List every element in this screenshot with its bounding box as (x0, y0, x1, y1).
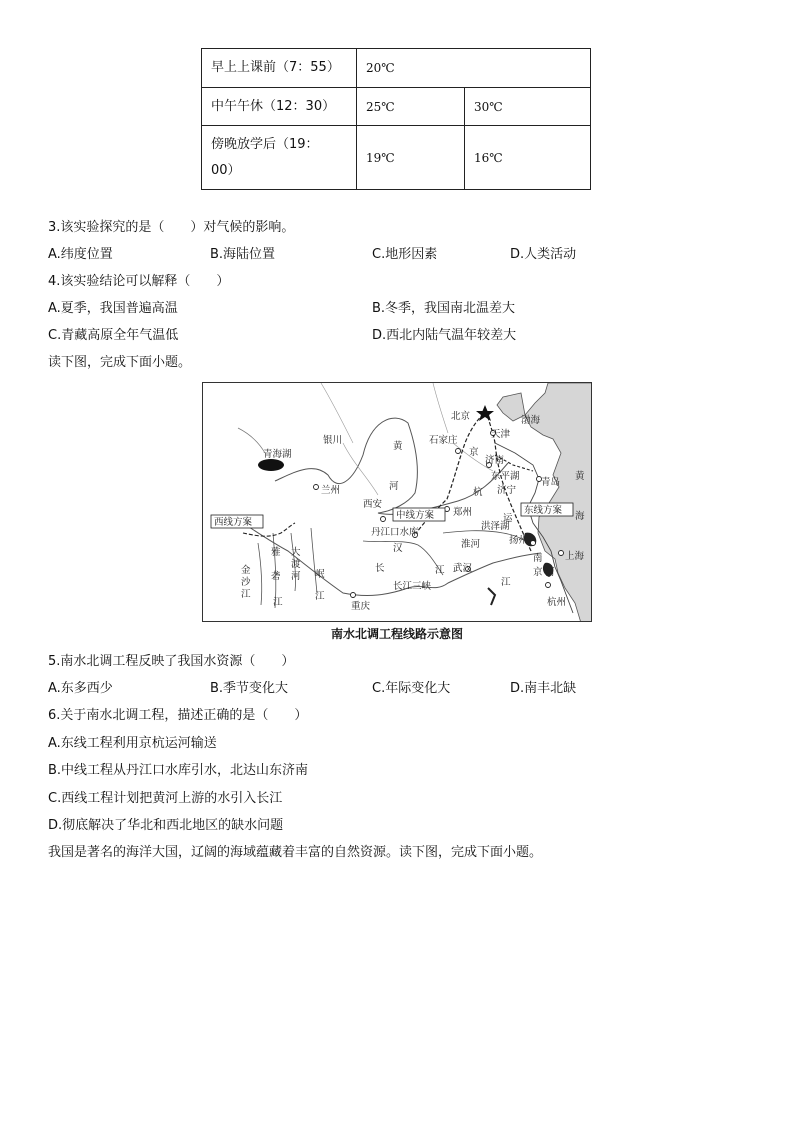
yangzhou-dot (531, 541, 536, 546)
poyang-lake (488, 588, 495, 605)
map-label: 江 (315, 591, 325, 602)
shanghai-dot (559, 551, 564, 556)
map-label: 丹江口水库 (371, 527, 419, 538)
map-label: 郑州 (453, 507, 473, 518)
map-label: 砻 (271, 571, 281, 582)
map-label: 京 (533, 567, 543, 578)
map-label: 青海湖 (263, 449, 292, 460)
q4-option-b: B.冬季，我国南北温差大 (372, 301, 516, 316)
table-cell: 19℃ (357, 126, 465, 190)
map-label: 岷 (315, 569, 325, 580)
map-caption: 南水北调工程线路示意图 (330, 627, 463, 641)
table-cell (202, 126, 357, 190)
q3-option-d: D.人类活动 (510, 247, 577, 262)
map-label: 银川 (323, 435, 343, 446)
map-label: 长 (375, 563, 385, 574)
q5-option-b: B.季节变化大 (210, 681, 289, 696)
map-label: 西线方案 (214, 517, 253, 528)
table-row (202, 49, 591, 88)
map-label: 渤海 (521, 415, 541, 426)
inland-river (238, 428, 265, 453)
q4-option-d: D.西北内陆气温年较差大 (372, 328, 517, 343)
q6-option-c: C.西线工程计划把黄河上游的水引入长江 (48, 791, 283, 806)
jinsha-river (258, 543, 262, 605)
map-label: 重庆 (351, 601, 371, 612)
map-svg (203, 383, 592, 622)
map-label: 西安 (363, 499, 383, 510)
map-label: 海 (575, 511, 585, 522)
table-row (202, 88, 591, 126)
map-label: 扬州 (509, 535, 529, 546)
question-6-stem: 6.关于南水北调工程，描述正确的是（ ） (48, 708, 308, 723)
map-label: 洪泽湖 (481, 521, 510, 532)
map-label: 雅 (271, 547, 281, 558)
map-label: 大 (291, 547, 301, 558)
map-label: 渡 (291, 559, 301, 570)
cell-line: 傍晚放学后（19： (211, 136, 319, 152)
map-label: 青岛 (541, 477, 561, 488)
map-label: 北京 (451, 411, 471, 422)
map-label: 天津 (491, 429, 511, 440)
lanzhou-dot (314, 485, 319, 490)
hangzhou-dot (546, 583, 551, 588)
map-label: 汉 (393, 543, 403, 554)
q3-option-c: C.地形因素 (372, 247, 438, 262)
table-cell: 30℃ (465, 88, 591, 126)
map-label: 黄 (393, 441, 403, 452)
q5-option-d: D.南丰北缺 (510, 681, 577, 696)
q6-option-b: B.中线工程从丹江口水库引水，北达山东济南 (48, 763, 309, 778)
temperature-table (201, 48, 591, 190)
map-label: 济南 (485, 455, 505, 466)
q6-option-a: A.东线工程利用京杭运河输送 (48, 736, 217, 751)
map-label: 淮河 (461, 539, 481, 550)
map-label: 石家庄 (429, 435, 458, 446)
q5-option-a: A.东多西少 (48, 681, 113, 696)
map-label: 河 (291, 571, 301, 582)
table-cell: 中午午休（12：30） (202, 88, 357, 126)
q4-option-c: C.青藏高原全年气温低 (48, 328, 179, 343)
yellow-river (275, 418, 508, 514)
map-label: 金 (241, 565, 251, 576)
map-label: 河 (389, 481, 399, 492)
map-label: 武汉 (453, 563, 473, 574)
chongqing-dot (351, 593, 356, 598)
min-river (311, 528, 317, 593)
map-label: 东线方案 (524, 505, 563, 516)
xian-dot (381, 517, 386, 522)
map-label: 南 (533, 553, 543, 564)
map-label: 济宁 (497, 485, 517, 496)
map-label: 江 (273, 597, 283, 608)
q4-option-a: A.夏季，我国普遍高温 (48, 301, 178, 316)
map-label: 京 (469, 447, 479, 458)
shijiazhuang-dot (456, 449, 461, 454)
question-4-stem: 4.该实验结论可以解释（ ） (48, 274, 230, 289)
question-3-stem: 3.该实验探究的是（ ）对气候的影响。 (48, 220, 295, 235)
map-label: 沙 (241, 577, 251, 588)
map-label: 运 (503, 513, 513, 524)
map-label: 东平湖 (491, 471, 520, 482)
table-cell: 20℃ (357, 49, 591, 88)
q5-option-c: C.年际变化大 (372, 681, 451, 696)
qinghai-lake (258, 459, 284, 471)
q6-option-d: D.彻底解决了华北和西北地区的缺水问题 (48, 818, 284, 833)
south-north-water-diversion-map (202, 382, 592, 622)
map-label: 江 (501, 577, 511, 588)
q3-option-a: A.纬度位置 (48, 247, 113, 262)
map-label: 江 (435, 565, 445, 576)
map-label: 长江三峡 (393, 581, 432, 592)
table-row (202, 126, 591, 190)
q3-option-b: B.海陆位置 (210, 247, 276, 262)
map-label: 上海 (565, 551, 585, 562)
table-cell: 25℃ (357, 88, 465, 126)
table-cell: 早上上课前（7：55） (202, 49, 357, 88)
map-label: 杭州 (547, 597, 567, 608)
map-label: 杭 (473, 487, 483, 498)
map-label: 江 (241, 589, 251, 600)
cell-line: 00） (211, 162, 241, 178)
map-label: 兰州 (321, 485, 341, 496)
intro-text-2: 我国是著名的海洋大国，辽阔的海域蕴藏着丰富的自然资源。读下图，完成下面小题。 (48, 845, 543, 860)
map-label: 中线方案 (396, 510, 435, 521)
table-cell: 16℃ (465, 126, 591, 190)
map-label: 黄 (575, 471, 585, 482)
question-5-stem: 5.南水北调工程反映了我国水资源（ ） (48, 654, 295, 669)
map-label: 河 (545, 567, 555, 578)
intro-text-1: 读下图，完成下面小题。 (48, 355, 192, 370)
